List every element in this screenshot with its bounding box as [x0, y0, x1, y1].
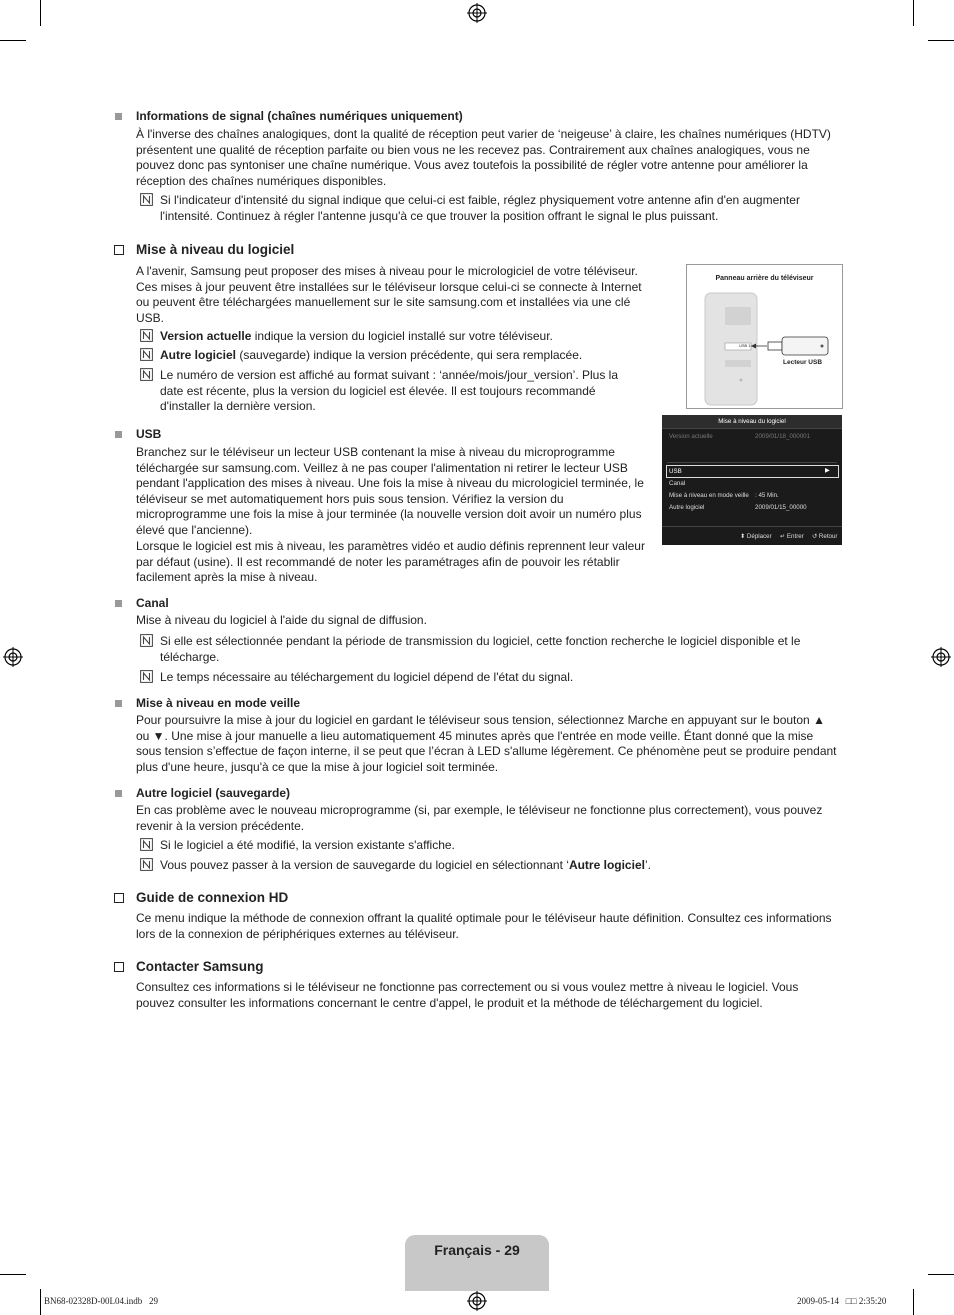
upgrade-note-format: Le numéro de version est affiché au format suivant : ‘année/mois/jour_version’. Plus la date est récente, plus la version du logiciel est élevée. Il est toujours recommandé d'installer la dernière version. — [160, 368, 619, 414]
bullet-square-icon — [115, 700, 122, 707]
note-bold: Autre logiciel — [568, 858, 645, 872]
usb-drive-label: Lecteur USB — [783, 359, 823, 366]
osd-title: Mise à niveau du logiciel — [718, 418, 786, 425]
crop-mark — [913, 0, 914, 26]
registration-mark-icon — [3, 647, 23, 667]
alt-text: En cas problème avec le nouveau microprogramme (si, par exemple, le téléviseur ne fonctionne plus correctement), vous pouvez revenir à la version précédente. — [136, 803, 823, 833]
nav-return-label: Retour — [818, 533, 838, 540]
note-text: (sauvegarde) indique la version précédente, qui sera remplacée. — [236, 348, 583, 362]
osd-row-value: 2009/01/18_000001 — [755, 433, 811, 440]
bullet-square-icon — [115, 600, 122, 607]
note-bold: Autre logiciel — [160, 348, 237, 362]
hd-text: Ce menu indique la méthode de connexion offrant la qualité optimale pour le téléviseur haute définition. Consultez ces informations lors de la connexion de périphériques externes au téléviseur. — [136, 911, 832, 941]
note-icon — [140, 348, 153, 361]
osd-row-value: : 45 Min. — [755, 492, 779, 499]
footer-file: BN68-02328D-00L04.indb 29 — [44, 1296, 158, 1306]
osd-software-upgrade-screen — [662, 415, 842, 545]
tv-rear-panel-diagram — [686, 264, 843, 409]
crop-mark — [40, 1289, 41, 1315]
note-icon — [140, 634, 153, 647]
crop-mark — [0, 40, 26, 41]
canal-note: Le temps nécessaire au téléchargement du logiciel dépend de l'état du signal. — [160, 670, 574, 684]
nav-enter-label: Entrer — [786, 533, 804, 540]
checkbox-bullet-icon — [114, 245, 124, 255]
signal-heading: Informations de signal (chaînes numériques uniquement) — [136, 109, 463, 123]
osd-row-label: Version actuelle — [669, 433, 713, 440]
note-text: indique la version du logiciel installé sur votre téléviseur. — [251, 329, 553, 343]
usb-port-label: USB 1 — [739, 343, 751, 348]
canal-text: Mise à niveau du logiciel à l'aide du signal de diffusion. — [136, 613, 427, 627]
crop-mark — [928, 40, 954, 41]
note-text: ’. — [644, 858, 651, 872]
footer-date: 2009-05-14 □□ 2:35:20 — [797, 1296, 887, 1306]
bullet-square-icon — [115, 113, 122, 120]
osd-row-label[interactable]: Canal — [669, 480, 686, 487]
canal-note: Si elle est sélectionnée pendant la période de transmission du logiciel, cette fonction recherche le logiciel disponible et le télécharge. — [160, 634, 801, 664]
contact-heading: Contacter Samsung — [136, 959, 264, 974]
osd-arrow-icon: ▶ — [825, 467, 830, 474]
page-number: Français - 29 — [434, 1242, 520, 1258]
alt-note-backup — [160, 858, 830, 874]
note-icon — [140, 670, 153, 683]
usb-heading: USB — [136, 427, 162, 441]
tv-panel-illustration — [687, 285, 842, 408]
bullet-square-icon — [115, 431, 122, 438]
upgrade-intro: A l'avenir, Samsung peut proposer des mises à niveau pour le micrologiciel de votre téléviseur. Ces mises à jour peuvent être installées sur le téléviseur lorsque celui-ci se connecte à Internet ou peuvent être téléchargées manuellement sur le site samsung.com et installées via une clé USB. — [136, 264, 642, 325]
hd-heading: Guide de connexion HD — [136, 890, 289, 905]
osd-nav-move: ⬍ Déplacer — [740, 533, 772, 540]
crop-mark — [928, 1274, 954, 1275]
osd-row-label[interactable]: Mise à niveau en mode veille — [669, 492, 749, 499]
crop-mark — [913, 1289, 914, 1315]
canal-heading: Canal — [136, 596, 169, 610]
checkbox-bullet-icon — [114, 962, 124, 972]
note-icon — [140, 838, 153, 851]
standby-text: Pour poursuivre la mise à jour du logiciel en gardant le téléviseur sous tension, sélectionnez Marche en appuyant sur le bouton ▲ ou ▼. Une mise à jour manuelle a lieu automatiquement 45 minutes après que l'entrée en mode veille. Étant donné que la mise sous tension s’effectue de façon interne, il se peut que l’écran à LED s'allume légèrement. Ce phénomène peut se produire pendant plus d'une heure, jusqu'à ce que la mise à jour logiciel soit terminée. — [136, 713, 837, 774]
page-number-tab — [405, 1235, 549, 1291]
note-icon — [140, 858, 153, 871]
osd-row-label: USB — [669, 468, 682, 475]
osd-row-value: 2009/01/15_00000 — [755, 504, 807, 511]
note-text: Vous pouvez passer à la version de sauvegarde du logiciel en sélectionnant ‘ — [160, 858, 569, 872]
upgrade-heading: Mise à niveau du logiciel — [136, 242, 295, 257]
note-bold: Version actuelle — [160, 329, 252, 343]
upgrade-note-alt — [160, 348, 650, 364]
note-icon — [140, 368, 153, 381]
crop-mark — [40, 0, 41, 26]
usb-text-reset: Lorsque le logiciel est mis à niveau, les paramètres vidéo et audio définis reprennent leur valeur par défaut (usine). Il est recommandé de noter les paramétrages afin de pouvoir les rétablir facilement après la mise à niveau. — [136, 539, 645, 585]
osd-nav-return: ↺ Retour — [812, 533, 838, 540]
osd-row-usb[interactable] — [666, 465, 839, 478]
bullet-square-icon — [115, 790, 122, 797]
upgrade-note-current — [160, 329, 650, 345]
registration-mark-icon — [467, 3, 487, 23]
signal-text: À l'inverse des chaînes analogiques, dont la qualité de réception peut varier de ‘neigeuse’ à claire, les chaînes numériques (HDTV) présentent une qualité de réception parfaite ou bien vous ne les recevez pas. Contrairement aux chaînes analogiques, vous ne pouvez donc pas syntoniser une chaîne numérique. Vous avez toutefois la possibilité de régler votre antenne pour améliorer la réception des chaînes numériques disponibles. — [136, 127, 831, 188]
signal-note: Si l'indicateur d'intensité du signal indique que celui-ci est faible, réglez physiquement votre antenne afin d'en augmenter l'intensité. Continuez à régler l'antenne jusqu'à ce que trouver la position offrant le signal le plus puissant. — [160, 193, 800, 223]
checkbox-bullet-icon — [114, 893, 124, 903]
registration-mark-icon — [467, 1291, 487, 1311]
contact-text: Consultez ces informations si le téléviseur ne fonctionne pas correctement ou si vous voulez mettre à niveau le logiciel. Vous pouvez consulter les informations concernant le centre d'appel, le produit et la méthode de téléchargement du logiciel. — [136, 980, 799, 1010]
osd-nav-enter: ↵ Entrer — [780, 533, 804, 540]
alt-note: Si le logiciel a été modifié, la version existante s'affiche. — [160, 838, 455, 852]
nav-move-label: Déplacer — [746, 533, 772, 540]
note-icon — [140, 193, 153, 206]
alt-heading: Autre logiciel (sauvegarde) — [136, 786, 291, 800]
standby-heading: Mise à niveau en mode veille — [136, 696, 301, 710]
registration-mark-icon — [931, 647, 951, 667]
diagram-title: Panneau arrière du téléviseur — [715, 275, 814, 282]
usb-text: Branchez sur le téléviseur un lecteur USB contenant la mise à niveau du microprogramme téléchargée sur samsung.com. Veillez à ne pas couper l'alimentation ni retirer le lecteur USB pendant l'application des mises à niveau. Une fois la mise à niveau du micrologiciel terminée, le téléviseur se met automatiquement hors puis sous tension. Vérifiez la version du microprogramme une fois la mise à jour terminée (la nouvelle version doit avoir un numéro plus élevé que l'ancienne). — [136, 445, 644, 537]
osd-row-label[interactable]: Autre logiciel — [669, 504, 705, 511]
crop-mark — [0, 1274, 26, 1275]
note-icon — [140, 329, 153, 342]
